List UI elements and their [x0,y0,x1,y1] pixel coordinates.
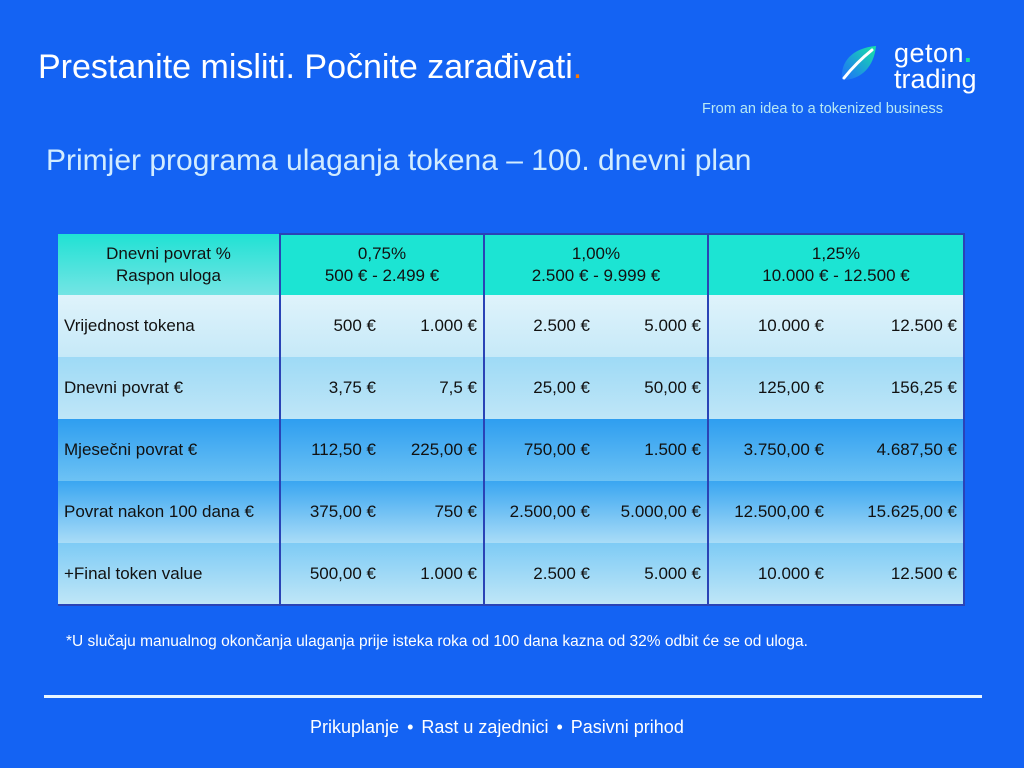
footer-tagline [310,717,684,738]
table-cell: 10.000 € [708,295,830,357]
table-row-daily-return [58,357,964,419]
tier-rate: 1,00% [571,244,621,263]
footer-divider [44,695,982,698]
geton-logo [836,38,986,94]
table-cell: 3,75 € [280,357,382,419]
table-cell: 1.000 € [382,295,484,357]
footer-separator: • [556,717,563,737]
table-cell: 3.750,00 € [708,419,830,481]
logo-tagline: From an idea to a tokenized business [702,101,943,117]
footer-item-passive-income: Pasivni prihod [570,717,684,737]
table-cell: 2.500 € [484,295,596,357]
tier-header-3 [708,234,964,295]
row-label: Mjesečni povrat € [58,419,280,481]
page-title-text: Prestanite misliti. Počnite zarađivati [38,48,573,86]
table-cell: 50,00 € [596,357,708,419]
table-cell: 375,00 € [280,481,382,543]
table-cell: 112,50 € [280,419,382,481]
table-cell: 12.500,00 € [708,481,830,543]
table-cell: 750,00 € [484,419,596,481]
table-cell: 2.500 € [484,543,596,605]
table-cell: 4.687,50 € [830,419,964,481]
table-cell: 1.500 € [596,419,708,481]
tier-range: 2.500 € - 9.999 € [531,266,661,285]
tier-rate: 1,25% [811,244,861,263]
tier-header-2 [484,234,708,295]
table-cell: 156,25 € [830,357,964,419]
logo-word-dot: . [964,38,973,68]
table-cell: 5.000 € [596,295,708,357]
table-row-monthly-return [58,419,964,481]
row-label: +Final token value [58,543,280,605]
page-title [38,48,582,87]
row-label: Dnevni povrat € [58,357,280,419]
table-cell: 12.500 € [830,295,964,357]
investment-plan-table [58,233,965,606]
table-cell: 500 € [280,295,382,357]
table-cell: 12.500 € [830,543,964,605]
table-cell: 5.000 € [596,543,708,605]
table-cell: 125,00 € [708,357,830,419]
row-label: Povrat nakon 100 dana € [58,481,280,543]
table-cell: 10.000 € [708,543,830,605]
footer-item-collecting: Prikuplanje [310,717,400,737]
table-cell: 500,00 € [280,543,382,605]
slide-subtitle: Primjer programa ulaganja tokena – 100. dnevni plan [46,144,752,177]
tier-range: 10.000 € - 12.500 € [762,266,910,285]
footer-separator: • [407,717,414,737]
table-cell: 5.000,00 € [596,481,708,543]
tier-range: 500 € - 2.499 € [324,266,440,285]
table-cell: 25,00 € [484,357,596,419]
logo-wordmark-trading: trading [894,64,977,94]
table-row-token-value [58,295,964,357]
logo-word-geton: geton [894,38,965,68]
table-row-final-token-value [58,543,964,605]
table-row-return-after-100-days [58,481,964,543]
table-cell: 1.000 € [382,543,484,605]
table-cell: 750 € [382,481,484,543]
table-corner-header [58,234,280,295]
tier-rate: 0,75% [357,244,407,263]
penalty-footnote: *U slučaju manualnog okončanja ulaganja prije isteka roka od 100 dana kazna od 32% odbit će se od uloga. [66,633,808,650]
corner-line-range: Raspon uloga [116,265,221,285]
tier-header-1 [280,234,484,295]
table-header-row [58,234,964,295]
table-cell: 7,5 € [382,357,484,419]
table-cell: 2.500,00 € [484,481,596,543]
page-title-dot: . [572,48,583,86]
table-cell: 225,00 € [382,419,484,481]
corner-line-rate: Dnevni povrat % [106,243,231,263]
geton-leaf-logo-icon [836,42,880,86]
row-label: Vrijednost tokena [58,295,280,357]
footer-item-community-growth: Rast u zajednici [421,717,549,737]
table-cell: 15.625,00 € [830,481,964,543]
